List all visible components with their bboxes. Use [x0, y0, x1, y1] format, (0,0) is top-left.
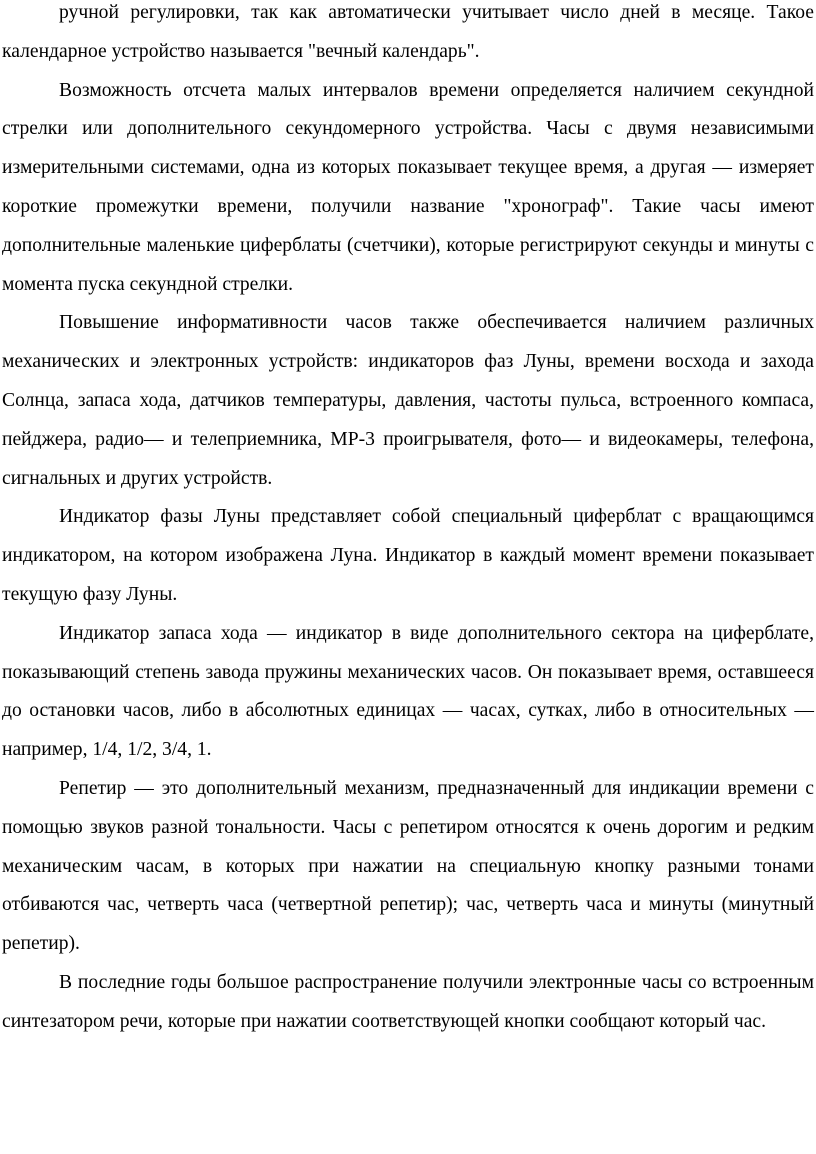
paragraph-moon-phase: Индикатор фазы Луны представляет собой специальный циферблат с вращающимся индикатором, на котором изображена Луна. Индикатор в каждый момент времени показывает текущую фазу Луны.: [2, 506, 814, 605]
paragraph-power-reserve: Индикатор запаса хода — индикатор в виде дополнительного сектора на циферблате, показывающий степень завода пружины механических часов. Он показывает время, оставшееся до остановки часов, либо в абсолютных единицах — часах, сутках, либо в относительных — например, 1/4, 1/2, 3/4, 1.: [2, 622, 814, 761]
paragraph-chronograph: Возможность отсчета малых интервалов времени определяется наличием секундной стрелки или дополнительного секундомерного устройства. Часы с двумя независимыми измерительными системами, одна из которых показывает текущее время, а другая — измеряет короткие промежутки времени, получили название "хронограф". Такие часы имеют дополнительные маленькие циферблаты (счетчики), которые регистрируют секунды и минуты с момента пуска секундной стрелки.: [2, 79, 814, 295]
paragraph-calendar-continuation: ручной регулировки, так как автоматически учитывает число дней в месяце. Такое календарное устройство называется "вечный календарь".: [2, 2, 814, 62]
paragraph-speech-synthesizer: В последние годы большое распространение получили электронные часы со встроенным синтезатором речи, которые при нажатии соответствующей кнопки сообщают который час.: [2, 971, 814, 1032]
paragraph-repeater: Репетир — это дополнительный механизм, предназначенный для индикации времени с помощью звуков разной тональности. Часы с репетиром относятся к очень дорогим и редким механическим часам, в которых при нажатии на специальную кнопку разными тонами отбиваются час, четверть часа (четвертной репетир); час, четверть часа и минуты (минутный репетир).: [2, 777, 814, 955]
paragraph-informativeness: Повышение информативности часов также обеспечивается наличием различных механических и электронных устройств: индикаторов фаз Луны, времени восхода и захода Солнца, запаса хода, датчиков температуры, давления, частоты пульса, встроенного компаса, пейджера, радио— и телеприемника, МР-3 проигрывателя, фото— и видеокамеры, телефона, сигнальных и других устройств.: [2, 312, 814, 489]
